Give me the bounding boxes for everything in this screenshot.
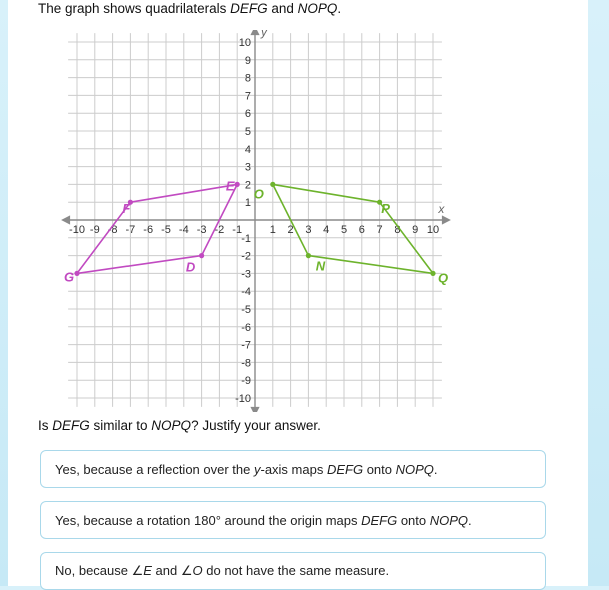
x-tick-label: 8 bbox=[394, 224, 401, 236]
x-tick-label: -1 bbox=[232, 224, 243, 236]
x-tick-label: -9 bbox=[89, 224, 100, 236]
y-tick-label: -2 bbox=[241, 250, 251, 263]
x-tick-label: -2 bbox=[214, 224, 225, 236]
text-segment: onto bbox=[397, 512, 430, 528]
x-axis-label: x bbox=[438, 202, 445, 216]
text-segment: similar to bbox=[89, 418, 152, 433]
x-tick-label: -8 bbox=[107, 224, 118, 236]
text-segment: NOPQ bbox=[429, 512, 469, 528]
axis-arrow bbox=[250, 30, 259, 35]
vertex-label-E: E bbox=[225, 178, 235, 194]
y-tick-label: -4 bbox=[241, 286, 251, 299]
text-segment: The graph shows quadrilaterals bbox=[38, 1, 231, 16]
x-tick-label: 6 bbox=[358, 224, 365, 236]
y-tick-label: -10 bbox=[235, 393, 251, 405]
text-segment: NOPQ bbox=[395, 461, 434, 477]
text-segment: NOPQ bbox=[151, 418, 192, 433]
x-tick-label: 2 bbox=[287, 224, 294, 236]
vertex-N bbox=[306, 253, 311, 258]
y-tick-label: 5 bbox=[244, 126, 251, 138]
question-prompt bbox=[38, 0, 341, 18]
x-tick-label: 7 bbox=[376, 224, 383, 236]
vertex-E bbox=[235, 182, 240, 187]
text-segment: DEFG bbox=[326, 461, 364, 477]
text-segment: . bbox=[337, 1, 342, 16]
y-tick-label: 10 bbox=[238, 37, 251, 49]
vertex-label-O: O bbox=[253, 186, 264, 202]
answer-option-rotation[interactable] bbox=[40, 501, 546, 539]
question-text bbox=[38, 417, 321, 435]
x-tick-label: 4 bbox=[323, 224, 330, 236]
vertex-Q bbox=[430, 271, 435, 276]
y-axis-label: y bbox=[261, 30, 267, 40]
vertex-label-F: F bbox=[122, 201, 131, 217]
x-tick-label: 3 bbox=[305, 224, 312, 236]
x-tick-label: 1 bbox=[269, 224, 276, 236]
text-segment: -axis maps bbox=[260, 461, 327, 477]
vertex-label-G: G bbox=[63, 269, 75, 285]
text-segment: onto bbox=[363, 461, 396, 477]
text-segment: DEFG bbox=[361, 512, 398, 528]
y-tick-label: -7 bbox=[241, 339, 251, 352]
text-segment: ∠E bbox=[131, 563, 152, 578]
y-tick-label: 9 bbox=[244, 54, 251, 67]
answer-option-label bbox=[55, 462, 438, 477]
vertex-label-P: P bbox=[381, 201, 390, 217]
y-tick-label: -3 bbox=[241, 268, 251, 281]
x-tick-label: -4 bbox=[178, 224, 189, 236]
x-tick-label: 5 bbox=[340, 224, 348, 236]
question-panel bbox=[8, 0, 588, 586]
vertex-D bbox=[199, 253, 204, 258]
vertex-G bbox=[74, 271, 79, 276]
y-tick-label: 7 bbox=[244, 90, 251, 103]
x-tick-label: -3 bbox=[196, 224, 207, 236]
y-tick-label: 6 bbox=[244, 108, 251, 121]
y-tick-label: -9 bbox=[241, 375, 251, 388]
x-tick-label: -7 bbox=[125, 224, 136, 236]
y-tick-label: 8 bbox=[244, 72, 251, 85]
y-tick-label: -5 bbox=[241, 304, 251, 316]
text-segment: . bbox=[468, 512, 472, 528]
x-tick-label: 9 bbox=[412, 224, 419, 236]
axis-arrow bbox=[250, 407, 259, 412]
y-tick-label: -1 bbox=[241, 232, 251, 245]
quadrilateral-NOPQ bbox=[273, 184, 433, 273]
axis-arrow bbox=[442, 215, 451, 224]
quadrilateral-DEFG bbox=[77, 184, 237, 273]
text-segment: and bbox=[267, 1, 298, 16]
coordinate-graph bbox=[58, 30, 462, 412]
text-segment: No, because bbox=[55, 563, 132, 578]
vertex-label-Q: Q bbox=[437, 270, 449, 286]
text-segment: y bbox=[253, 461, 261, 477]
x-tick-label: -6 bbox=[143, 224, 154, 236]
answer-option-label bbox=[55, 563, 389, 579]
answer-option-label bbox=[55, 513, 472, 528]
y-tick-label: -8 bbox=[241, 357, 251, 370]
text-segment: do not have the same measure. bbox=[202, 563, 390, 578]
text-segment: ? Justify your answer. bbox=[191, 418, 321, 433]
text-segment: ∠O bbox=[180, 563, 203, 578]
vertex-O bbox=[270, 182, 275, 187]
text-segment: NOPQ bbox=[297, 1, 338, 16]
answer-option-not-similar[interactable] bbox=[40, 552, 546, 590]
text-segment: Yes, because a rotation 180° around the origin maps bbox=[55, 512, 362, 528]
y-tick-label: -6 bbox=[241, 321, 251, 334]
text-segment: DEFG bbox=[230, 1, 268, 16]
vertex-label-N: N bbox=[315, 258, 326, 274]
vertex-label-D: D bbox=[185, 259, 196, 275]
x-tick-label: -5 bbox=[161, 224, 171, 236]
text-segment: and bbox=[151, 563, 181, 578]
text-segment: DEFG bbox=[52, 418, 90, 433]
text-segment: Yes, because a reflection over the bbox=[55, 461, 254, 477]
y-tick-label: 3 bbox=[244, 161, 251, 174]
y-tick-label: 1 bbox=[244, 197, 251, 210]
x-tick-label: -10 bbox=[69, 224, 85, 236]
text-segment: Is bbox=[38, 418, 53, 433]
y-tick-label: 4 bbox=[244, 143, 251, 156]
answer-option-reflection[interactable] bbox=[40, 450, 546, 488]
y-tick-label: 2 bbox=[244, 179, 251, 192]
text-segment: . bbox=[433, 461, 438, 477]
x-tick-label: 10 bbox=[426, 224, 440, 236]
